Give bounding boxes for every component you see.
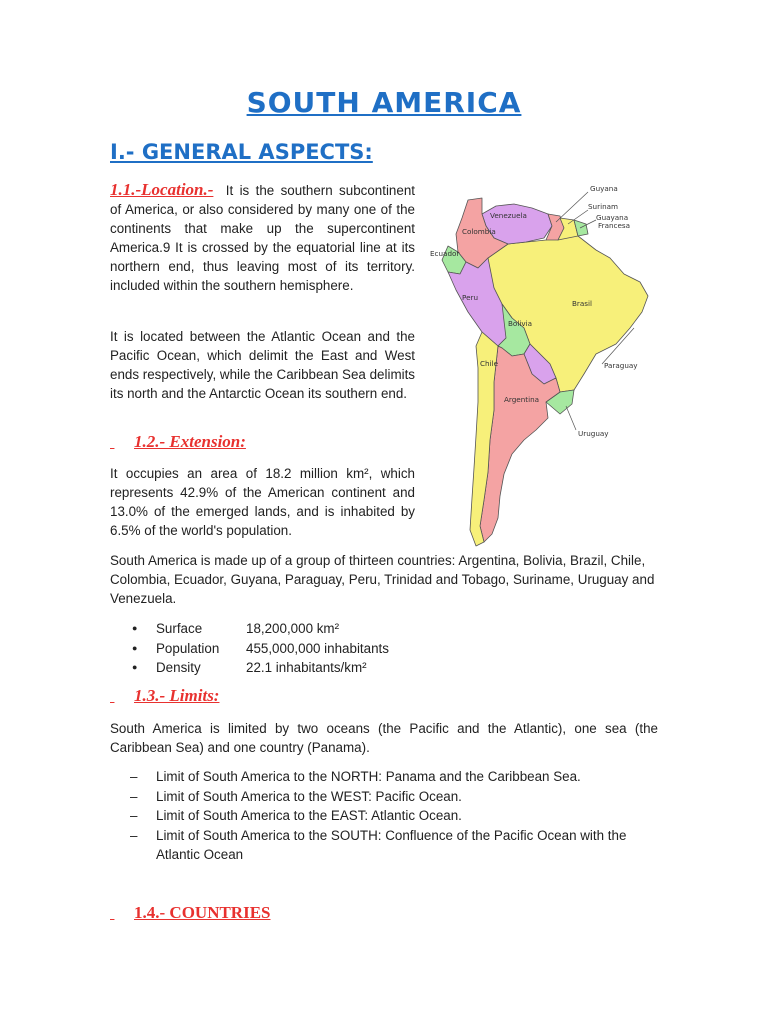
location-paragraph [110, 180, 415, 295]
map-label-ecuador: Ecuador [430, 249, 460, 258]
facts-list [130, 619, 389, 678]
limits-heading-line [110, 686, 219, 706]
list-item: – Limit of South America to the SOUTH: Confluence of the Pacific Ocean with the Atlantic Ocean [130, 826, 670, 865]
map-label-uruguay: Uruguay [578, 429, 609, 438]
map-label-surinam: Surinam [588, 202, 619, 211]
map-label-guyana: Guyana [590, 184, 618, 193]
map-label-brasil: Brasil [572, 299, 593, 308]
extension-heading: 1.2.- Extension: [134, 432, 246, 451]
map-label-peru: Peru [462, 293, 479, 302]
limits-list [130, 767, 670, 865]
countries-heading-line [110, 903, 271, 923]
list-item: – Limit of South America to the WEST: Pacific Ocean. [130, 787, 670, 807]
list-item: – Limit of South America to the NORTH: Panama and the Caribbean Sea. [130, 767, 670, 787]
map-label-bolivia: Bolivia [508, 319, 532, 328]
extension-heading-line [110, 432, 246, 452]
list-item: ● Surface 18,200,000 km² [130, 619, 389, 639]
section-heading-general-aspects: I.- GENERAL ASPECTS: [110, 140, 373, 164]
extension-paragraph-1: It occupies an area of 18.2 million km², which represents 42.9% of the American continent and 13.0% of the emerged lands, and is inhabited by 6.5% of the world's population. [110, 466, 415, 538]
heading-indent [110, 434, 134, 452]
location-heading: 1.1.-Location.- [110, 180, 214, 199]
map-label-guayana-francesa-2: Francesa [598, 221, 631, 230]
map-label-venezuela: Venezuela [490, 211, 527, 220]
map-label-guayana-francesa-1: Guayana [596, 213, 629, 222]
list-item: – Limit of South America to the EAST: Atlantic Ocean. [130, 806, 670, 826]
countries-heading: 1.4.- COUNTRIES [134, 903, 271, 922]
list-item: ● Population 455,000,000 inhabitants [130, 639, 389, 659]
map-label-colombia: Colombia [462, 227, 496, 236]
map-label-argentina: Argentina [504, 395, 540, 404]
page-title: SOUTH AMERICA [246, 86, 522, 119]
location-paragraph-2: It is located between the Atlantic Ocean and the Pacific Ocean, which delimit the East and West ends respectively, while the Caribbean Sea delimits its north and the Antarctic Ocean its southern end. [110, 329, 415, 401]
limits-intro: South America is limited by two oceans (the Pacific and the Atlantic), one sea (the Caribbean Sea) and one country (Panama). [110, 721, 658, 755]
map-label-chile: Chile [480, 359, 498, 368]
map-label-paraguay: Paraguay [604, 361, 638, 370]
location-text: It is the southern subcontinent of America, or also considered by many one of the continents that make up the supercontinent America.9 It is crossed by the equatorial line at its northern end, thus leaving most of its territory. included within the southern hemisphere. [110, 183, 415, 293]
limits-heading: 1.3.- Limits: [134, 686, 220, 705]
heading-indent [110, 905, 134, 923]
extension-paragraph-2: South America is made up of a group of thirteen countries: Argentina, Bolivia, Brazil, Chile, Colombia, Ecuador, Guyana, Paraguay, Peru, Trinidad and Tobago, Suriname, Uruguay and Venezuela. [110, 553, 655, 606]
heading-indent [110, 688, 134, 706]
south-america-map [428, 178, 660, 550]
list-item: ● Density 22.1 inhabitants/km² [130, 658, 389, 678]
